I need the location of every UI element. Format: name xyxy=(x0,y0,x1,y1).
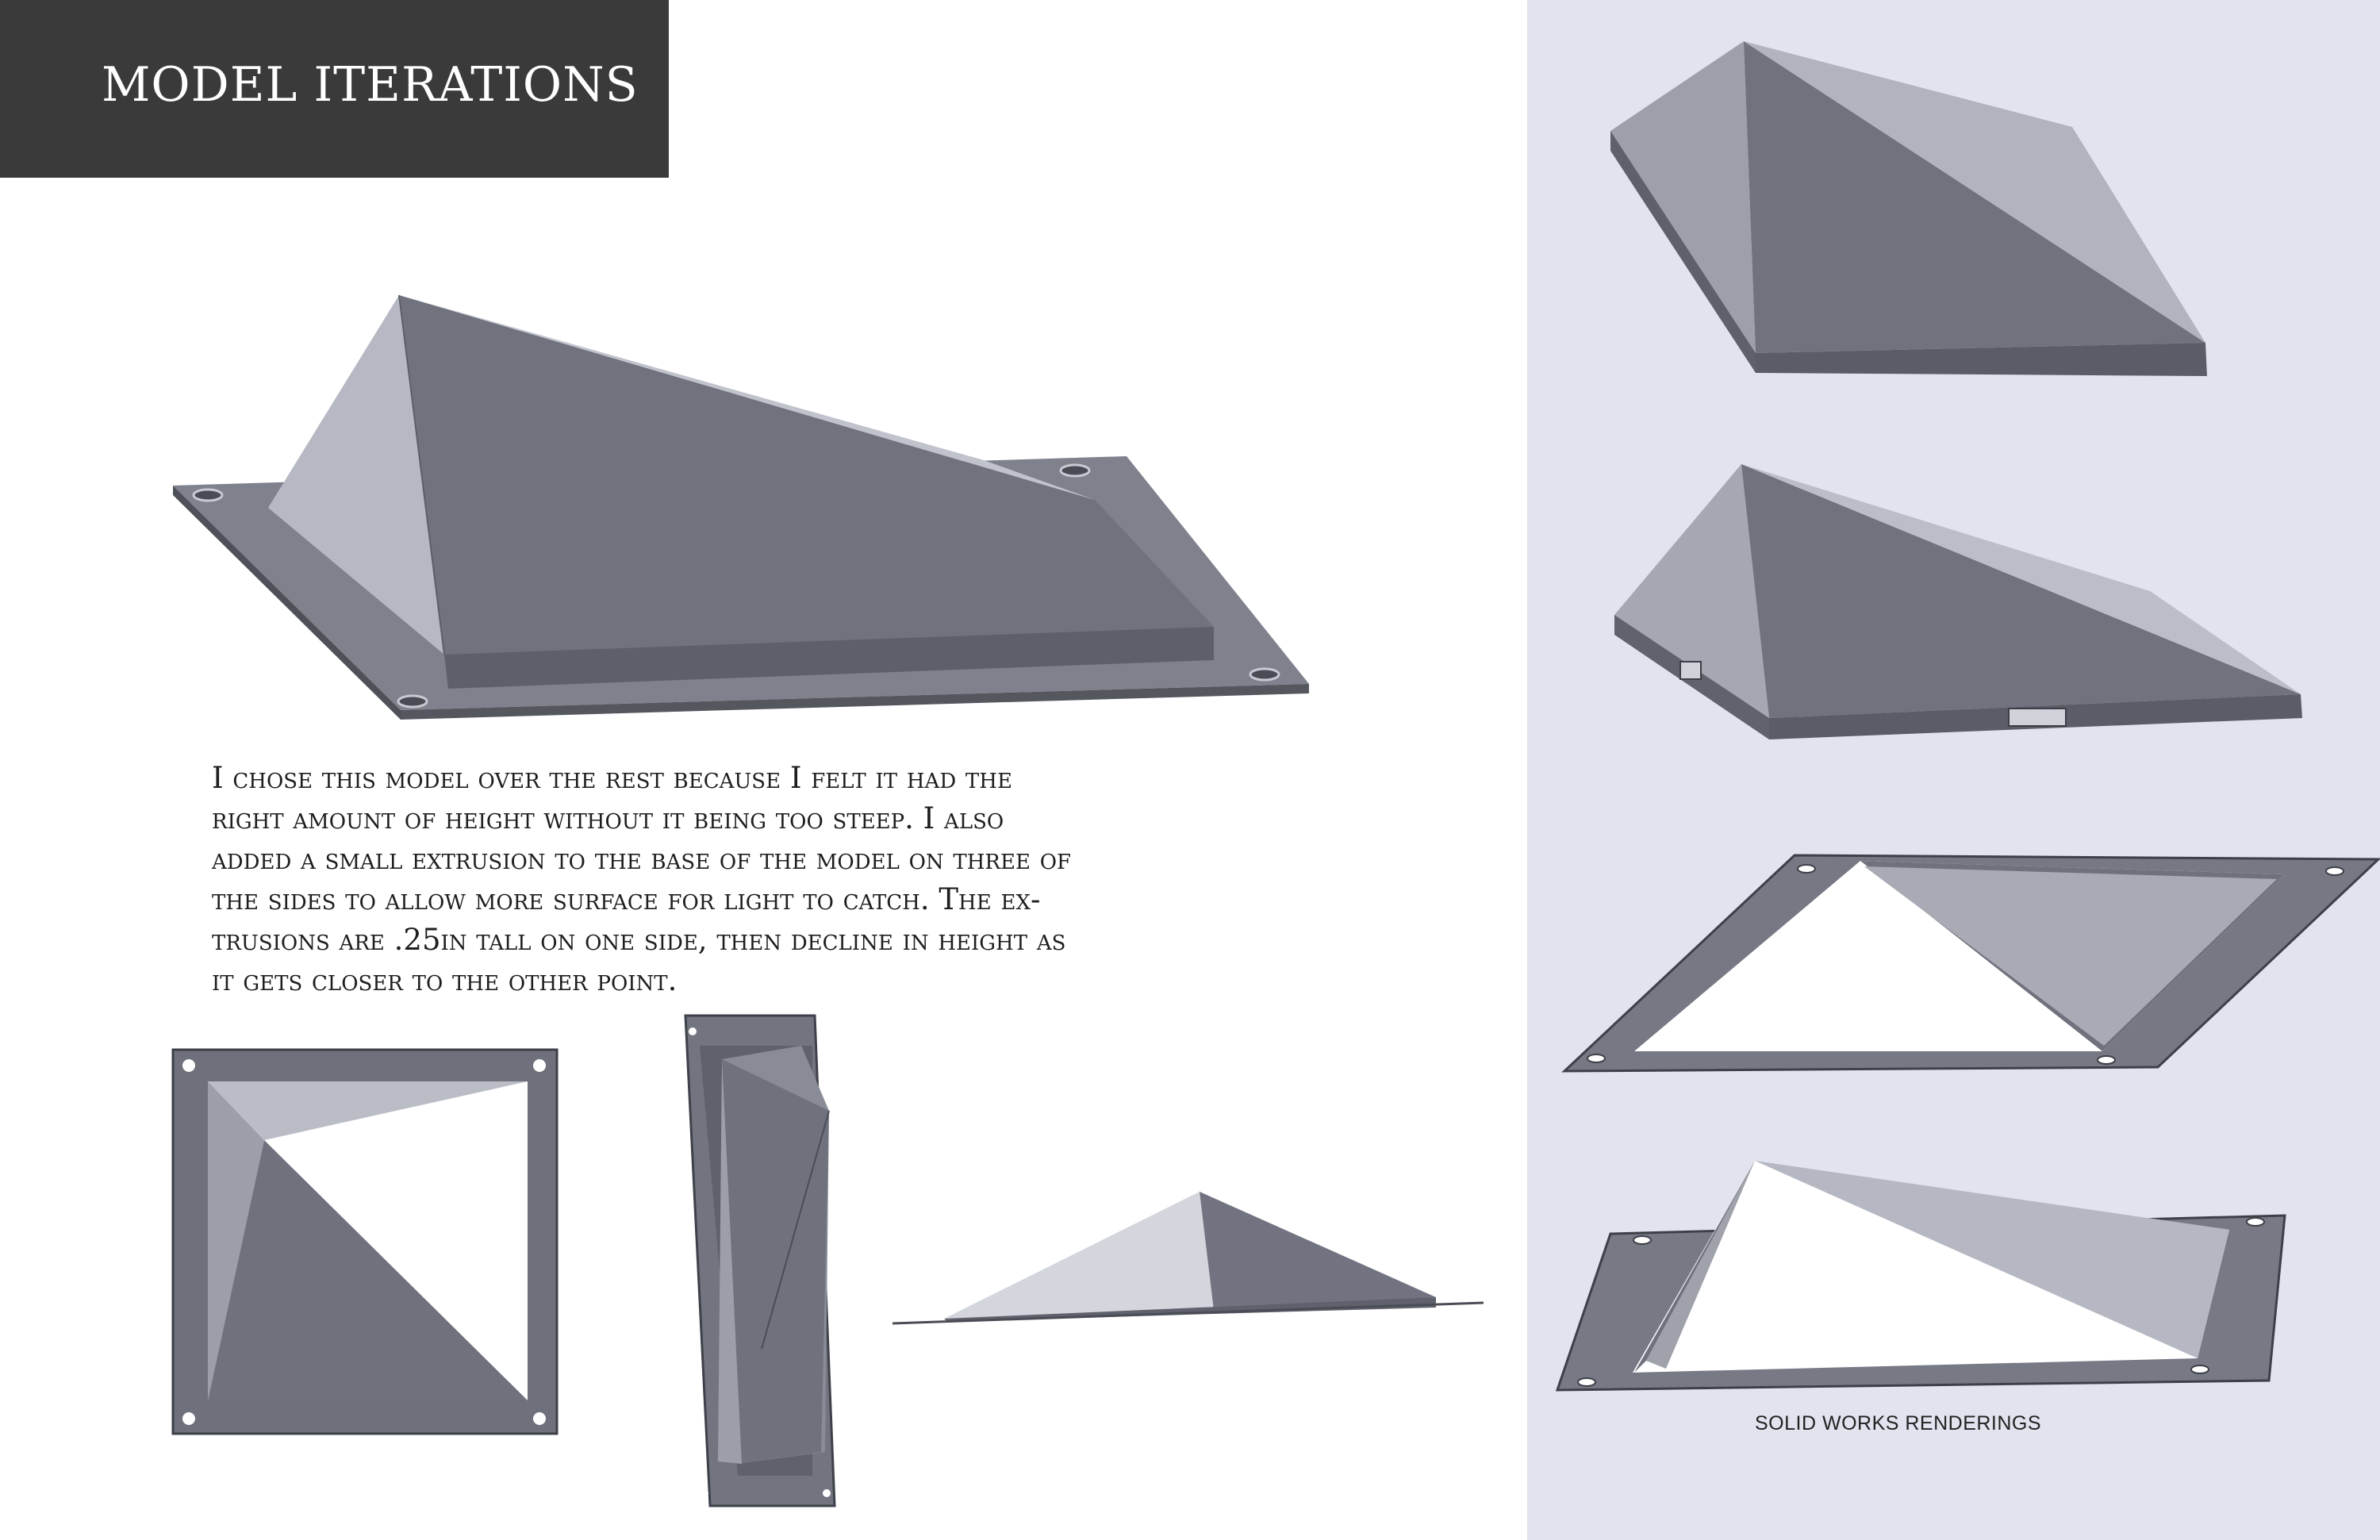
page-title: MODEL ITERATIONS xyxy=(102,57,639,113)
renderings-caption: SOLID WORKS RENDERINGS xyxy=(1755,1412,2042,1434)
model-description: I chose this model over the rest because I felt it had the right amount of height without it being too steep. I also added a small extrusion to the base of the model on three of the sides to allow more surface for light to catch. The ex- trusions are .25in tall on one side, then decline in height as it gets closer to the other point. xyxy=(212,761,1072,997)
